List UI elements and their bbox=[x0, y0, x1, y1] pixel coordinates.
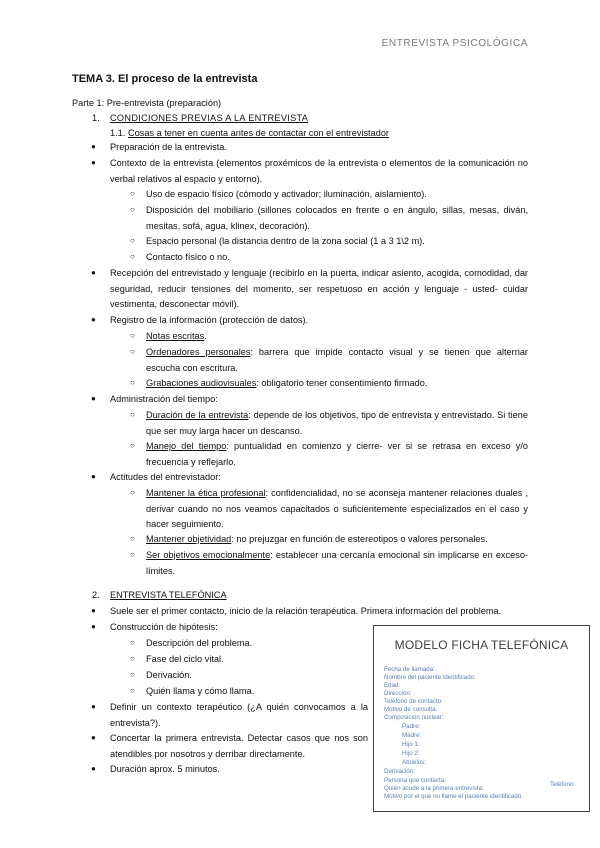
circle-bullet-icon: ○ bbox=[130, 252, 135, 261]
circle-bullet-icon: ○ bbox=[130, 331, 135, 340]
circle-bullet-icon: ○ bbox=[130, 347, 135, 356]
list-item bbox=[146, 329, 207, 344]
form-field: Derivación: bbox=[384, 768, 415, 775]
description: : confidencialidad, no se aconseja mantener relaciones duales , derivar cuando no nos veamos capacitados o suficientemente especializados en el caso y hacer seguimiento. bbox=[146, 488, 528, 529]
bullet-icon: ● bbox=[91, 622, 96, 631]
term: Notas escritas bbox=[146, 331, 205, 341]
circle-bullet-icon: ○ bbox=[130, 410, 135, 419]
circle-bullet-icon: ○ bbox=[130, 550, 135, 559]
term: Mantener la ética profesional bbox=[146, 488, 266, 498]
list-item: Recepción del entrevistado y lenguaje (recibirlo en la puerta, indicar asiento, acogida, comodidad, dar seguridad, reducir tensiones del momento, ser respetuoso en acción y lenguaje - usted- cuidar vestimenta, desconectar móvil). bbox=[110, 268, 528, 309]
section-2-number: 2. bbox=[92, 590, 100, 600]
section-2-title: ENTREVISTA TELEFÓNICA bbox=[110, 590, 227, 600]
bullet-icon: ● bbox=[91, 606, 96, 615]
bullet-icon: ● bbox=[91, 394, 96, 403]
list-item: Contacto físico o no. bbox=[146, 252, 230, 262]
bullet-icon: ● bbox=[91, 268, 96, 277]
list-item: Disposición del mobiliario (sillones colocados en frente o en ángulo, sillas, mesas, diván, mesitas, sofá, agua, klinex, decoración). bbox=[146, 205, 528, 231]
description: : puntualidad en comienzo y cierre- ver si se retrasa en exceso y/o frecuencia y reflejarlo. bbox=[146, 441, 528, 467]
list-item: Quién llama y cómo llama. bbox=[146, 686, 255, 696]
description: : establecer una cercanía emocional sin implicarse en exceso- límites. bbox=[146, 550, 528, 576]
list-item bbox=[146, 548, 528, 579]
list-item: Actitudes del entrevistador: bbox=[110, 472, 221, 482]
circle-bullet-icon: ○ bbox=[130, 441, 135, 450]
list-item: Derivación. bbox=[146, 670, 192, 680]
circle-bullet-icon: ○ bbox=[130, 670, 135, 679]
form-field: Nombre del paciente identificado: bbox=[384, 674, 476, 681]
circle-bullet-icon: ○ bbox=[130, 205, 135, 214]
list-item: Espacio personal (la distancia dentro de la zona social (1 a 3 1\2 m). bbox=[146, 236, 425, 246]
form-field: Abuelos: bbox=[402, 759, 427, 766]
term: Mantener objetividad bbox=[146, 534, 232, 544]
bullet-icon: ● bbox=[91, 472, 96, 481]
circle-bullet-icon: ○ bbox=[130, 686, 135, 695]
list-item: Contexto de la entrevista (elementos proxémicos de la entrevista o elementos de la comunicación no verbal relativos al espacio y entorno). bbox=[110, 158, 528, 184]
term: Ser objetivos emocionalmente bbox=[146, 550, 271, 560]
form-title: MODELO FICHA TELEFÓNICA bbox=[394, 638, 569, 652]
circle-bullet-icon: ○ bbox=[130, 189, 135, 198]
bullet-icon: ● bbox=[91, 733, 96, 742]
list-item bbox=[146, 486, 528, 533]
section-1-number: 1. bbox=[92, 113, 100, 123]
page-title: TEMA 3. El proceso de la entrevista bbox=[72, 73, 258, 85]
list-item: Definir un contexto terapéutico (¿A quién convocamos a la entrevista?). bbox=[110, 702, 368, 728]
list-item bbox=[146, 345, 528, 376]
bullet-icon: ● bbox=[91, 142, 96, 151]
list-item: Registro de la información (protección de datos). bbox=[110, 315, 309, 325]
part-heading: Parte 1: Pre-entrevista (preparación) bbox=[72, 98, 222, 108]
list-item bbox=[146, 408, 528, 439]
form-field: Hijo 2: bbox=[402, 750, 420, 757]
form-field: Teléfono de contacto: bbox=[384, 698, 443, 705]
term: Manejo del tiempo bbox=[146, 441, 227, 451]
form-field: Fecha de llamada: bbox=[384, 666, 435, 673]
list-item: Fase del ciclo vital. bbox=[146, 654, 224, 664]
form-field: Composición nuclear: bbox=[384, 714, 444, 721]
form-field: Dirección: bbox=[384, 690, 412, 697]
description: : barrera que impide contacto visual y se tienen que alternar escucha con escritura. bbox=[146, 347, 528, 373]
description: . bbox=[204, 331, 207, 341]
list-item: Administración del tiempo: bbox=[110, 394, 218, 404]
bullet-icon: ● bbox=[91, 158, 96, 167]
section-1-title: CONDICIONES PREVIAS A LA ENTREVISTA bbox=[110, 113, 309, 123]
bullet-icon: ● bbox=[91, 315, 96, 324]
list-item: Preparación de la entrevista. bbox=[110, 142, 227, 152]
list-item: Duración aprox. 5 minutos. bbox=[110, 764, 220, 774]
term: Duración de la entrevista bbox=[146, 410, 249, 420]
list-item bbox=[146, 376, 427, 391]
bullet-icon: ● bbox=[91, 764, 96, 773]
subsection-1-1-number: 1.1. bbox=[110, 128, 126, 138]
term: Grabaciones audiovisuales bbox=[146, 378, 257, 388]
form-field: Madre: bbox=[402, 732, 422, 739]
form-field-telefono: Teléfono: bbox=[550, 781, 576, 788]
term: Ordenadores personales bbox=[146, 347, 251, 357]
subsection-1-1-title: Cosas a tener en cuenta antes de contactar con el entrevistador bbox=[128, 128, 389, 138]
list-item: Descripción del problema. bbox=[146, 638, 253, 648]
list-item bbox=[146, 439, 528, 470]
form-field: Motivo de consulta: bbox=[384, 706, 438, 713]
circle-bullet-icon: ○ bbox=[130, 638, 135, 647]
circle-bullet-icon: ○ bbox=[130, 236, 135, 245]
phone-record-form-image bbox=[373, 625, 590, 812]
description: : depende de los objetivos, tipo de entrevista y entrevistado. Si tiene que ser muy larga hacer un descanso. bbox=[146, 410, 528, 436]
description: : no prejuzgar en función de estereotipos o valores personales. bbox=[231, 534, 488, 544]
bullet-icon: ● bbox=[91, 702, 96, 711]
form-field: Motivo por el que no llame el paciente identificado: bbox=[384, 793, 523, 800]
circle-bullet-icon: ○ bbox=[130, 654, 135, 663]
form-field: Persona que contacta: bbox=[384, 777, 446, 784]
circle-bullet-icon: ○ bbox=[130, 378, 135, 387]
running-header: ENTREVISTA PSICOLÓGICA bbox=[381, 38, 528, 49]
form-field: Quién acude a la primera entrevista: bbox=[384, 785, 484, 792]
circle-bullet-icon: ○ bbox=[130, 534, 135, 543]
description: : obligatorio tener consentimiento firmado. bbox=[256, 378, 428, 388]
list-item bbox=[146, 532, 488, 547]
form-field: Edad: bbox=[384, 682, 401, 689]
form-field: Hijo 1: bbox=[402, 741, 420, 748]
circle-bullet-icon: ○ bbox=[130, 488, 135, 497]
list-item: Concertar la primera entrevista. Detectar casos que nos son atendibles por nosotros y derribar directamente. bbox=[110, 733, 368, 759]
form-field: Padre: bbox=[402, 723, 421, 730]
list-item: Suele ser el primer contacto, inicio de la relación terapéutica. Primera información del problema. bbox=[110, 606, 502, 616]
list-item: Uso de espacio físico (cómodo y activador; iluminación, aislamiento). bbox=[146, 189, 427, 199]
list-item: Construcción de hipótesis: bbox=[110, 622, 218, 632]
